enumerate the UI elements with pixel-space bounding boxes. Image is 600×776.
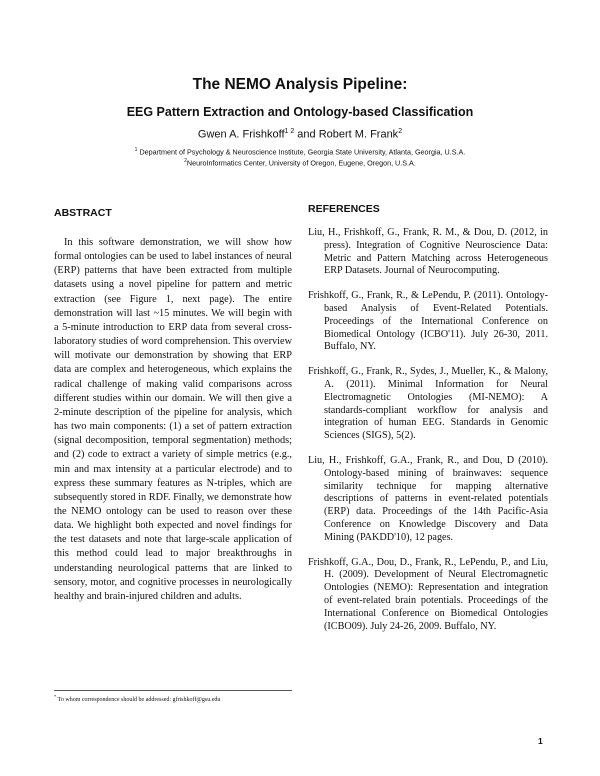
paper-title: The NEMO Analysis Pipeline: bbox=[192, 76, 408, 93]
author-name: Robert M. Frank bbox=[318, 128, 399, 141]
abstract-heading: ABSTRACT bbox=[54, 207, 112, 219]
affiliation-text: NeuroInformatics Center, University of Oregon, Eugene, Oregon, U.S.A. bbox=[186, 158, 416, 168]
paper-subtitle: EEG Pattern Extraction and Ontology-based Classification bbox=[126, 105, 474, 119]
reference-item: Frishkoff, G.A., Dou, D., Frank, R., LePendu, P., and Liu, H. (2009). Development of Neural Electromagnetic Ontologies (NEMO): Representation and integration of event-related brain potentials. Proceedings of the International Conference on Biomedical Ontologies (ICBO09). July 24-26, 2009. Buffalo, NY. bbox=[308, 556, 548, 632]
author-name: Gwen A. Frishkoff bbox=[197, 128, 285, 141]
reference-item: Frishkoff, G., Frank, R., Sydes, J., Mueller, K., & Malony, A. (2011). Minimal Information for Neural Electromagnetic Ontologies (MI-NEMO): A standards-compliant workflow for analysis and integration of human EEG. Standards in Genomic Sciences (SIGS), 5(2). bbox=[308, 366, 548, 442]
footnote-divider bbox=[54, 690, 292, 691]
reference-item: Frishkoff, G., Frank, R., & LePendu, P. (2011). Ontology-based Analysis of Event-Related Potentials. Proceedings of the International Conference on Biomedical Ontology (ICBO'11). July 26-30, 2011. Buffalo, NY. bbox=[308, 290, 548, 353]
affiliation-mark: 1 bbox=[134, 147, 138, 153]
affiliation-text: Department of Psychology & Neuroscience Institute, Georgia State University, Atlanta, Georgia, U.S.A. bbox=[137, 147, 466, 157]
author-connector: and bbox=[294, 128, 319, 141]
author-superscript: 2 bbox=[398, 128, 403, 135]
affiliation-mark: 2 bbox=[184, 158, 187, 164]
reference-item: Liu, H., Frishkoff, G.A., Frank, R., and Dou, D (2010). Ontology-based mining of brainwaves: sequence similarity technique for mapping alternative descriptions of patterns in event-related potentials (ERP) data. Proceedings of the 14th Pacific-Asia Conference on Knowledge Discovery and Data Mining (PAKDD'10), 12 pages. bbox=[308, 454, 548, 543]
abstract-body: In this software demonstration, we will show how formal ontologies can be used to label instances of neural (ERP) patterns that have been extracted from multiple datasets using a novel pipeline for pattern and metric extraction (see Figure 1, next page). The entire demonstration will last ~15 minutes. We will begin with a 5-minute introduction to ERP data from several cross-laboratory studies of word comprehension. This overview will motivate our demonstration by showing that ERP data are complex and heterogeneous, which explains the radical challenge of making valid comparisons across different studies within our domain. We will then give a 2-minute description of the pipeline for analysis, which has two main components: (1) a set of pattern extraction (signal decomposition, temporal segmentation) methods; and (2) code to extract a variety of simple metrics (e.g., min and max intensity at a particular electrode) and to express these summary features as N-triples, which are subsequently stored in RDF. Finally, we demonstrate how the NEMO ontology can be used to reason over these data. We highlight both expected and novel findings for the test datasets and note that large-scale application of this method could lead to major breakthroughs in understanding neurological patterns that are linked to sensory, motor, and cognitive processes in neurologically healthy and brain-injured children and adults. bbox=[54, 237, 293, 602]
author-line bbox=[0, 128, 600, 141]
author-superscript: 1 2 bbox=[284, 128, 295, 135]
references-list bbox=[308, 227, 548, 645]
footnote-text: To whom correspondence should be addressed: gfrishkoff@gsu.edu bbox=[56, 697, 221, 703]
affiliation-1 bbox=[0, 147, 600, 156]
references-heading: REFERENCES bbox=[308, 203, 380, 215]
footnote-mark: * bbox=[54, 694, 57, 699]
affiliation-2 bbox=[0, 158, 600, 167]
reference-item: Liu, H., Frishkoff, G., Frank, R. M., & Dou, D. (2012, in press). Integration of Cognitive Neuroscience Data: Metric and Pattern Matching across Heterogeneous ERP Datasets. Journal of Neurocomputing. bbox=[308, 227, 548, 277]
footnote bbox=[54, 694, 314, 703]
page-number: 1 bbox=[538, 736, 543, 746]
